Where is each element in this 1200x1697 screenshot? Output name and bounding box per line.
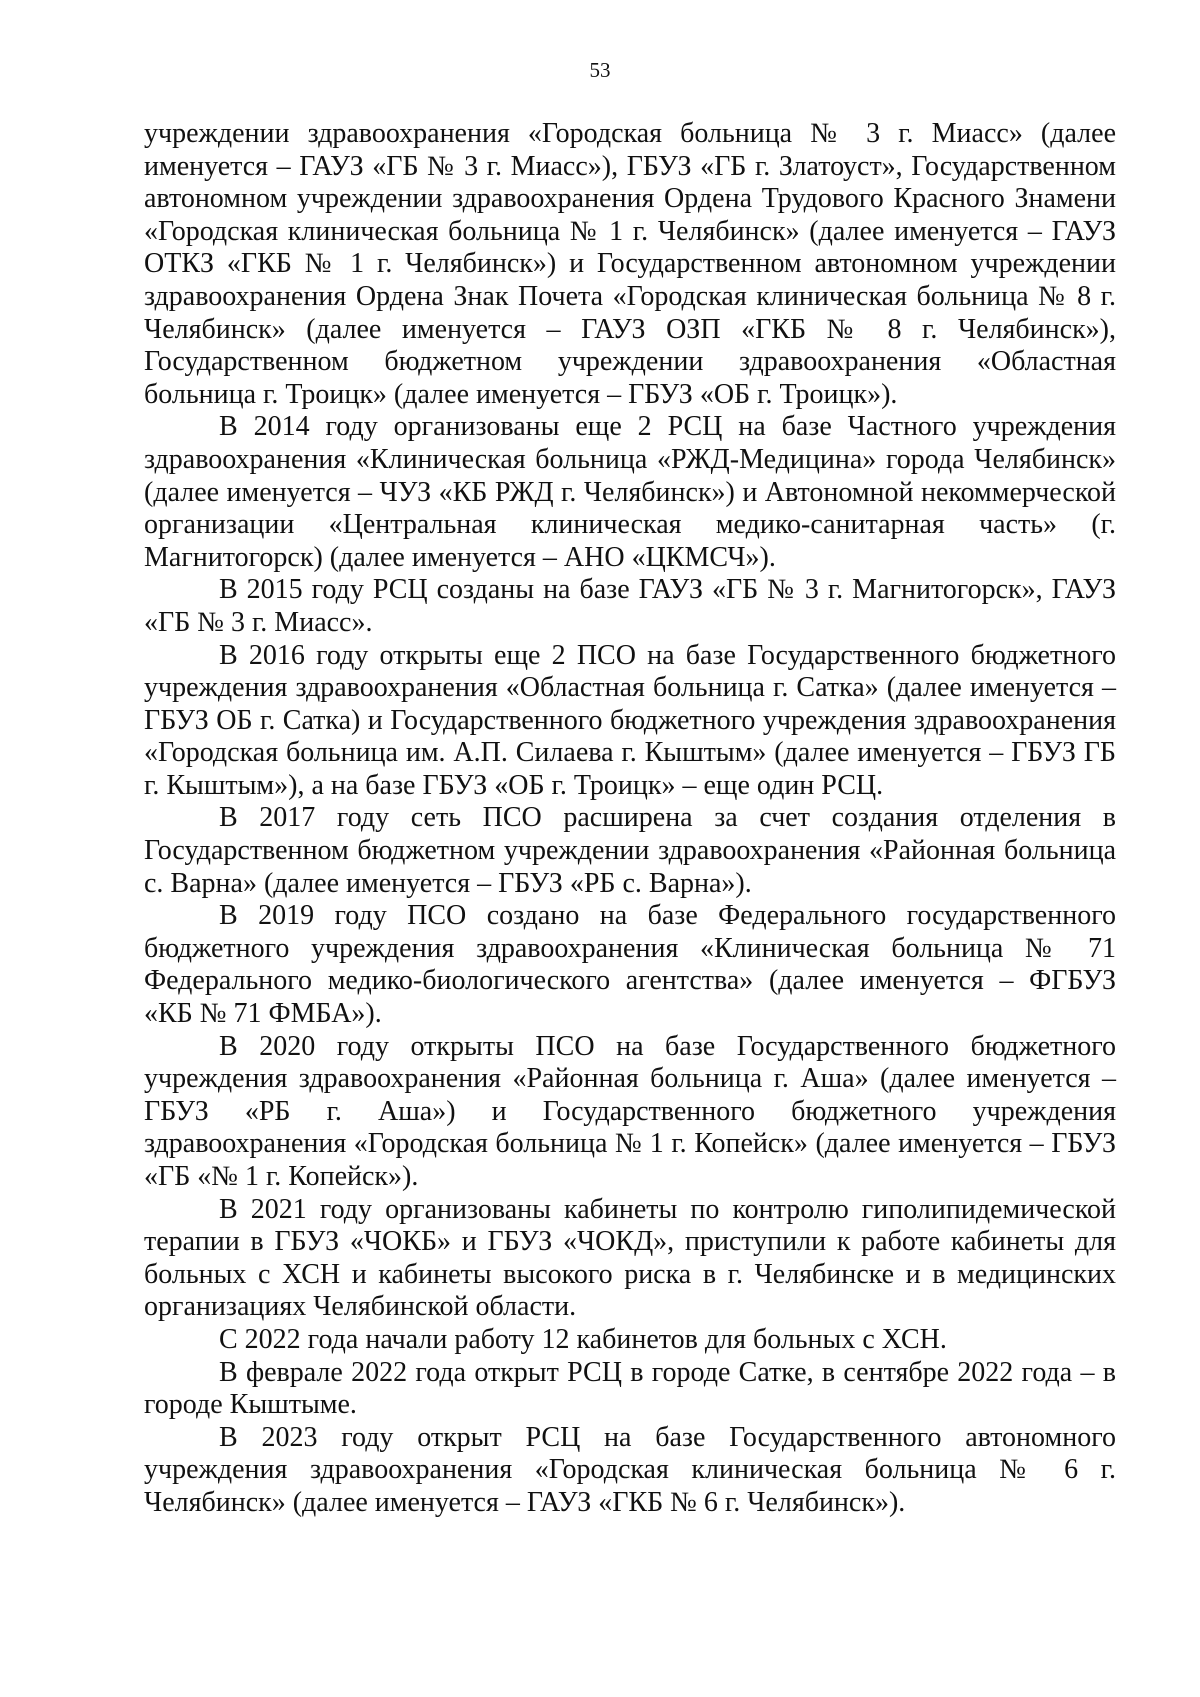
paragraph-1: учреждении здравоохранения «Городская больница № 3 г. Миасс» (далее именуется – ГАУЗ «ГБ № 3 г. Миасс»), ГБУЗ «ГБ г. Златоуст», Государственном автономном учреждении здравоохранения Ордена Трудового Красного Знамени «Городская клиническая больница № 1 г. Челябинск» (далее именуется – ГАУЗ ОТКЗ «ГКБ № 1 г. Челябинск») и Государственном автономном учреждении здравоохранения Ордена Знак Почета «Городская клиническая больница № 8 г. Челябинск» (далее именуется – ГАУЗ ОЗП «ГКБ № 8 г. Челябинск»), Государственном бюджетном учреждении здравоохранения «Областная больница г. Троицк» (далее именуется – ГБУЗ «ОБ г. Троицк»). [144, 118, 1116, 410]
paragraph-2: В 2014 году организованы еще 2 РСЦ на базе Частного учреждения здравоохранения «Клиническая больница «РЖД-Медицина» города Челябинск» (далее именуется – ЧУЗ «КБ РЖД г. Челябинск») и Автономной некоммерческой организации «Центральная клиническая медико-санитарная часть» (г. Магнитогорск) (далее именуется – АНО «ЦКМСЧ»). [144, 411, 1116, 573]
paragraph-11: В 2023 году открыт РСЦ на базе Государственного автономного учреждения здравоохранения «Городская клиническая больница № 6 г. Челябинск» (далее именуется – ГАУЗ «ГКБ № 6 г. Челябинск»). [144, 1421, 1116, 1518]
paragraph-5: В 2017 году сеть ПСО расширена за счет создания отделения в Государственном бюджетном учреждении здравоохранения «Районная больница с. Варна» (далее именуется – ГБУЗ «РБ с. Варна»). [144, 802, 1116, 899]
document-body [144, 118, 1116, 1520]
paragraph-10: В феврале 2022 года открыт РСЦ в городе Сатке, в сентябре 2022 года – в городе Кыштыме. [144, 1356, 1116, 1421]
paragraph-4: В 2016 году открыты еще 2 ПСО на базе Государственного бюджетного учреждения здравоохранения «Областная больница г. Сатка» (далее именуется – ГБУЗ ОБ г. Сатка) и Государственного бюджетного учреждения здравоохранения «Городская больница им. А.П. Силаева г. Кыштым» (далее именуется – ГБУЗ ГБ г. Кыштым»), а на базе ГБУЗ «ОБ г. Троицк» – еще один РСЦ. [144, 639, 1116, 801]
paragraph-3: В 2015 году РСЦ созданы на базе ГАУЗ «ГБ № 3 г. Магнитогорск», ГАУЗ «ГБ № 3 г. Миасс». [144, 574, 1116, 638]
paragraph-8: В 2021 году организованы кабинеты по контролю гиполипидемической терапии в ГБУЗ «ЧОКБ» и ГБУЗ «ЧОКД», приступили к работе кабинеты для больных с ХСН и кабинеты высокого риска в г. Челябинске и в медицинских организациях Челябинской области. [144, 1193, 1116, 1323]
paragraph-7: В 2020 году открыты ПСО на базе Государственного бюджетного учреждения здравоохранения «Районная больница г. Аша» (далее именуется – ГБУЗ «РБ г. Аша») и Государственного бюджетного учреждения здравоохранения «Городская больница № 1 г. Копейск» (далее именуется – ГБУЗ «ГБ «№ 1 г. Копейск»). [144, 1030, 1116, 1192]
paragraph-9: С 2022 года начали работу 12 кабинетов для больных с ХСН. [219, 1323, 947, 1355]
paragraph-6: В 2019 году ПСО создано на базе Федерального государственного бюджетного учреждения здравоохранения «Клиническая больница № 71 Федерального медико-биологического агентства» (далее именуется – ФГБУЗ «КБ № 71 ФМБА»). [144, 900, 1116, 1030]
page-number: 53 [589, 58, 611, 82]
